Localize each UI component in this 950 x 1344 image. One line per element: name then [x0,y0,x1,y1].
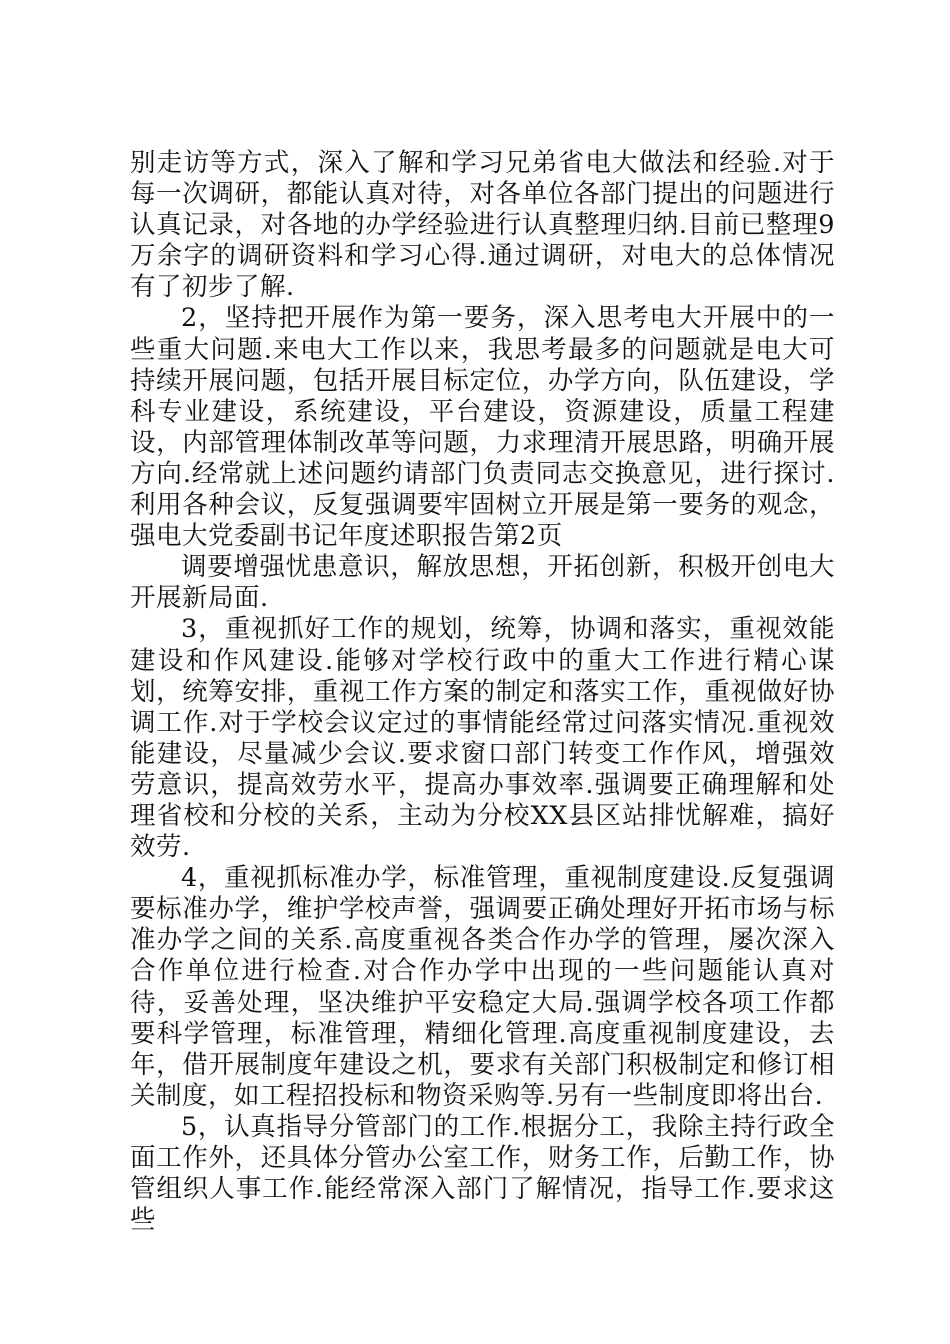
document-body [130,148,835,1236]
paragraph-2: 2，坚持把开展作为第一要务，深入思考电大开展中的一些重大问题.来电大工作以来，我思考最多的问题就是电大可持续开展问题，包括开展目标定位，办学方向，队伍建设，学科专业建设，系统建设，平台建设，资源建设，质量工程建设，内部管理体制改革等问题，力求理清开展思路，明确开展方向.经常就上述问题约请部门负责同志交换意见，进行探讨.利用各种会议，反复强调要牢固树立开展是第一要务的观念，强电大党委副书记年度述职报告第2页 [130,303,835,552]
paragraph-3: 调要增强忧患意识，解放思想，开拓创新，积极开创电大开展新局面. [130,552,835,614]
paragraph-4: 3，重视抓好工作的规划，统筹，协调和落实，重视效能建设和作风建设.能够对学校行政中的重大工作进行精心谋划，统筹安排，重视工作方案的制定和落实工作，重视做好协调工作.对于学校会议定过的事情能经常过问落实情况.重视效能建设，尽量减少会议.要求窗口部门转变工作作风，增强效劳意识，提高效劳水平，提高办事效率.强调要正确理解和处理省校和分校的关系，主动为分校XX县区站排忧解难，搞好效劳. [130,614,835,863]
paragraph-6: 5，认真指导分管部门的工作.根据分工，我除主持行政全面工作外，还具体分管办公室工作，财务工作，后勤工作，协管组织人事工作.能经常深入部门了解情况，指导工作.要求这些 [130,1111,835,1236]
paragraph-1: 别走访等方式，深入了解和学习兄弟省电大做法和经验.对于每一次调研，都能认真对待，对各单位各部门提出的问题进行认真记录，对各地的办学经验进行认真整理归纳.目前已整理9万余字的调研资料和学习心得.通过调研，对电大的总体情况有了初步了解. [130,148,835,303]
paragraph-5: 4，重视抓标准办学，标准管理，重视制度建设.反复强调要标准办学，维护学校声誉，强调要正确处理好开拓市场与标准办学之间的关系.高度重视各类合作办学的管理，屡次深入合作单位进行检查.对合作办学中出现的一些问题能认真对待，妥善处理，坚决维护平安稳定大局.强调学校各项工作都要科学管理，标准管理，精细化管理.高度重视制度建设，去年，借开展制度年建设之机，要求有关部门积极制定和修订相关制度，如工程招投标和物资采购等.另有一些制度即将出台. [130,863,835,1111]
